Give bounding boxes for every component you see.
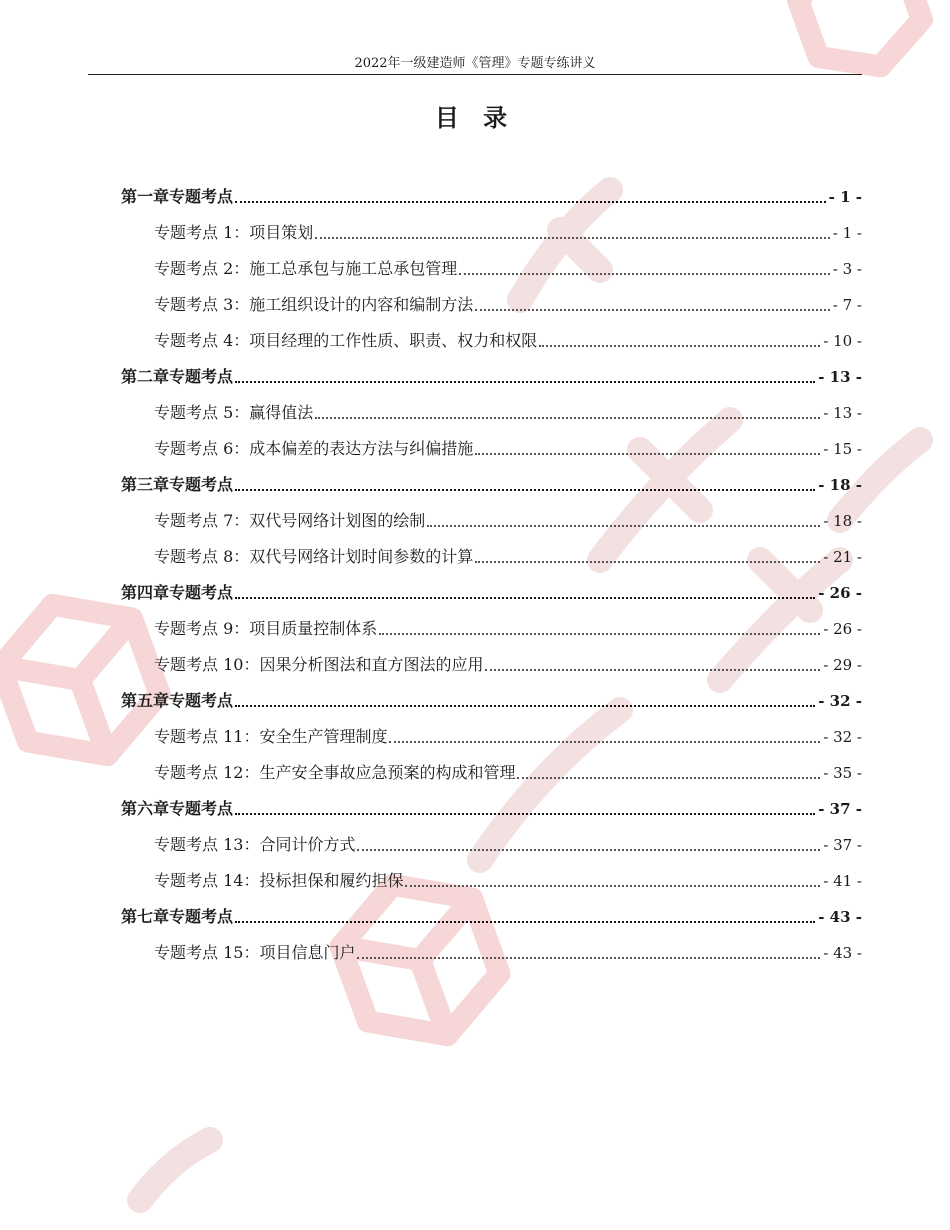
toc-chapter-entry[interactable]: [121, 580, 862, 604]
toc-entry-label: 专题考点 11：安全生产管理制度: [154, 727, 388, 746]
toc-entry-label: 第二章专题考点: [121, 367, 234, 386]
toc-page-number: - 10 -: [823, 332, 862, 350]
toc-dot-leader: [485, 669, 820, 671]
toc-page-number: - 15 -: [823, 440, 862, 458]
toc-chapter-entry[interactable]: [121, 904, 862, 928]
toc-page-number: - 32 -: [818, 692, 862, 710]
toc-topic-entry[interactable]: [154, 436, 862, 460]
toc-entry-label: 专题考点 3：施工组织设计的内容和编制方法: [154, 295, 474, 314]
toc-dot-leader: [235, 201, 826, 203]
toc-dot-leader: [405, 885, 820, 887]
toc-entry-label: 第六章专题考点: [121, 799, 234, 818]
toc-topic-entry[interactable]: [154, 508, 862, 532]
toc-page-number: - 37 -: [818, 800, 862, 818]
toc-dot-leader: [357, 957, 820, 959]
toc-page-number: - 13 -: [823, 404, 862, 422]
toc-chapter-entry[interactable]: [121, 472, 862, 496]
toc-topic-entry[interactable]: [154, 328, 862, 352]
toc-entry-label: 专题考点 7：双代号网络计划图的绘制: [154, 511, 426, 530]
toc-dot-leader: [475, 453, 820, 455]
running-header: [88, 56, 862, 75]
toc-dot-leader: [357, 849, 820, 851]
toc-entry-label: 专题考点 10：因果分析图法和直方图法的应用: [154, 655, 484, 674]
header-text: 2022年一级建造师《管理》专题专练讲义: [354, 56, 596, 71]
toc-entry-label: 专题考点 2：施工总承包与施工总承包管理: [154, 259, 458, 278]
toc-page-number: - 26 -: [818, 584, 862, 602]
toc-entry-label: 专题考点 15：项目信息门户: [154, 943, 356, 962]
toc-dot-leader: [517, 777, 820, 779]
toc-topic-entry[interactable]: [154, 220, 862, 244]
toc-page-number: - 1 -: [828, 188, 862, 206]
toc-topic-entry[interactable]: [154, 544, 862, 568]
toc-page-number: - 35 -: [823, 764, 862, 782]
toc-chapter-entry[interactable]: [121, 796, 862, 820]
toc-entry-label: 专题考点 12：生产安全事故应急预案的构成和管理: [154, 763, 516, 782]
toc-topic-entry[interactable]: [154, 652, 862, 676]
toc-chapter-entry[interactable]: [121, 184, 862, 208]
toc-dot-leader: [235, 489, 815, 491]
toc-chapter-entry[interactable]: [121, 364, 862, 388]
toc-dot-leader: [389, 741, 820, 743]
toc-entry-label: 专题考点 9：项目质量控制体系: [154, 619, 378, 638]
toc-page-number: - 37 -: [823, 836, 862, 854]
toc-entry-label: 第四章专题考点: [121, 583, 234, 602]
toc-entry-label: 专题考点 13：合同计价方式: [154, 835, 356, 854]
toc-entry-label: 第七章专题考点: [121, 907, 234, 926]
toc-page-number: - 7 -: [832, 296, 862, 314]
toc-dot-leader: [235, 813, 815, 815]
toc-page-number: - 3 -: [832, 260, 862, 278]
page-title: 目 录: [434, 104, 516, 132]
toc-topic-entry[interactable]: [154, 256, 862, 280]
toc-entry-label: 专题考点 4：项目经理的工作性质、职责、权力和权限: [154, 331, 538, 350]
toc-dot-leader: [459, 273, 830, 275]
toc-topic-entry[interactable]: [154, 832, 862, 856]
toc-topic-entry[interactable]: [154, 724, 862, 748]
toc-page-number: - 43 -: [818, 908, 862, 926]
toc-topic-entry[interactable]: [154, 616, 862, 640]
toc-page-number: - 32 -: [823, 728, 862, 746]
toc-dot-leader: [475, 309, 830, 311]
toc-page-number: - 43 -: [823, 944, 862, 962]
toc-dot-leader: [315, 237, 830, 239]
toc-topic-entry[interactable]: [154, 400, 862, 424]
toc-topic-entry[interactable]: [154, 940, 862, 964]
toc-dot-leader: [235, 597, 815, 599]
toc-entry-label: 第一章专题考点: [121, 187, 234, 206]
toc-page-number: - 41 -: [823, 872, 862, 890]
toc-topic-entry[interactable]: [154, 292, 862, 316]
toc-entry-label: 第五章专题考点: [121, 691, 234, 710]
toc-entry-label: 第三章专题考点: [121, 475, 234, 494]
toc-entry-label: 专题考点 14：投标担保和履约担保: [154, 871, 404, 890]
toc-entry-label: 专题考点 6：成本偏差的表达方法与纠偏措施: [154, 439, 474, 458]
toc-topic-entry[interactable]: [154, 760, 862, 784]
toc-entry-label: 专题考点 5：赢得值法: [154, 403, 314, 422]
toc-topic-entry[interactable]: [154, 868, 862, 892]
toc-page-number: - 1 -: [832, 224, 862, 242]
toc-entry-label: 专题考点 1：项目策划: [154, 223, 314, 242]
toc-chapter-entry[interactable]: [121, 688, 862, 712]
toc-dot-leader: [539, 345, 820, 347]
toc-dot-leader: [315, 417, 820, 419]
toc-page-number: - 13 -: [818, 368, 862, 386]
toc-page-number: - 18 -: [818, 476, 862, 494]
toc-page-number: - 21 -: [823, 548, 862, 566]
toc-dot-leader: [379, 633, 820, 635]
toc-dot-leader: [235, 921, 815, 923]
toc-dot-leader: [235, 705, 815, 707]
toc-page-number: - 29 -: [823, 656, 862, 674]
toc-dot-leader: [475, 561, 820, 563]
toc-page-number: - 26 -: [823, 620, 862, 638]
toc-dot-leader: [235, 381, 815, 383]
toc-dot-leader: [427, 525, 820, 527]
toc-entry-label: 专题考点 8：双代号网络计划时间参数的计算: [154, 547, 474, 566]
toc-page-number: - 18 -: [823, 512, 862, 530]
